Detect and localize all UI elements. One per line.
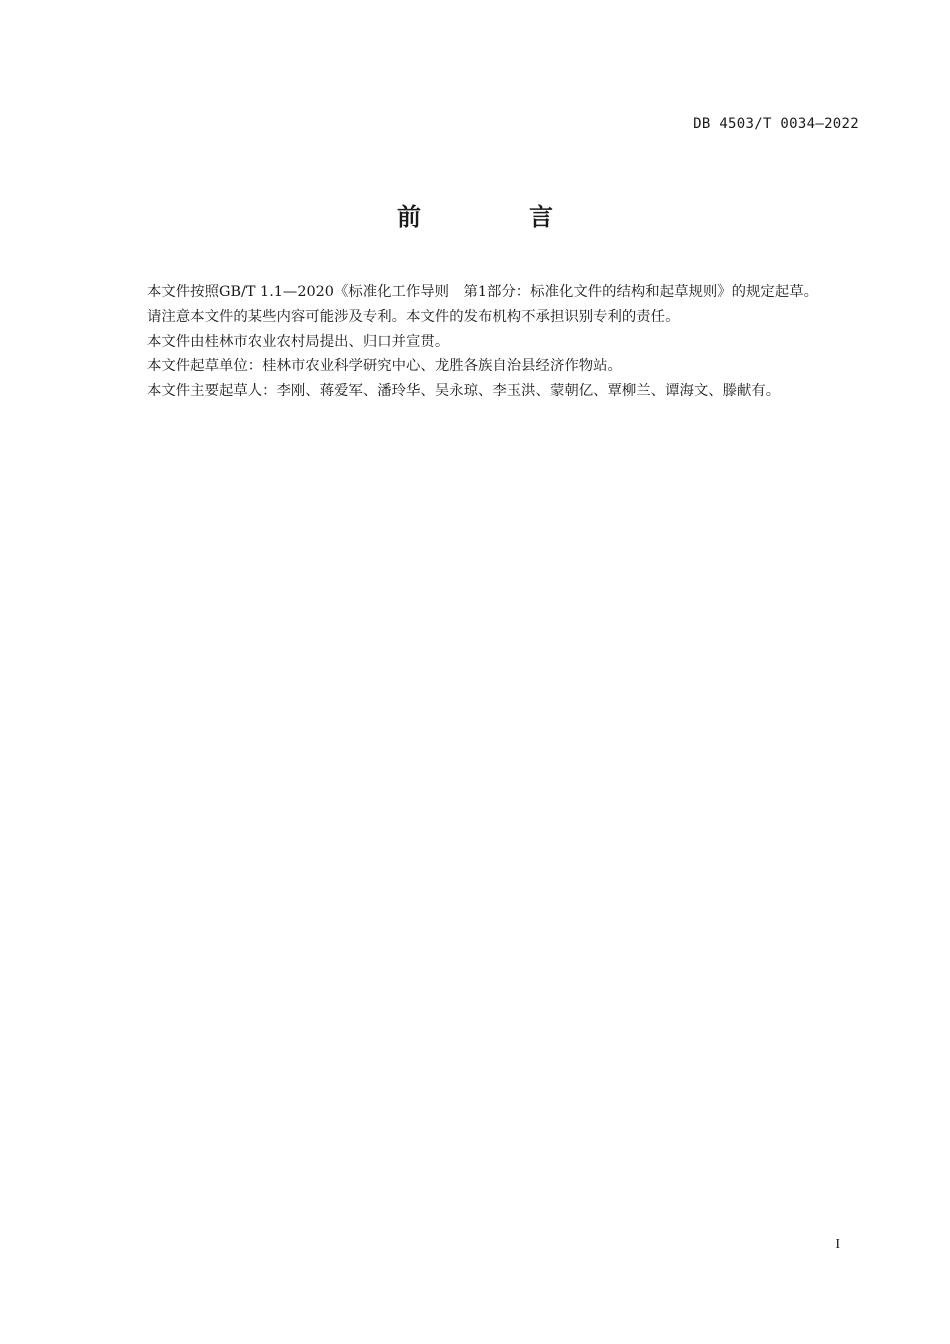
- document-body: [113, 280, 861, 404]
- paragraph-patent-notice: 请注意本文件的某些内容可能涉及专利。本文件的发布机构不承担识别专利的责任。: [147, 308, 680, 325]
- page-number: I: [835, 1237, 840, 1252]
- paragraph-drafters: 本文件主要起草人：李刚、蒋爱军、潘玲华、吴永琼、李玉洪、蒙朝亿、覃柳兰、谭海文、滕献有。: [147, 383, 781, 400]
- paragraph-proposer: 本文件由桂林市农业农村局提出、归口并宣贯。: [147, 333, 450, 350]
- paragraph-drafting-units: 本文件起草单位：桂林市农业科学研究中心、龙胜各族自治县经济作物站。: [147, 358, 622, 375]
- document-code: DB 4503/T 0034—2022: [693, 116, 859, 132]
- paragraph-standard-basis: 本文件按照GB/T 1.1—2020《标准化工作导则 第1部分：标准化文件的结构和起草规则》的规定起草。: [147, 284, 818, 300]
- page-title: 前 言: [397, 203, 595, 231]
